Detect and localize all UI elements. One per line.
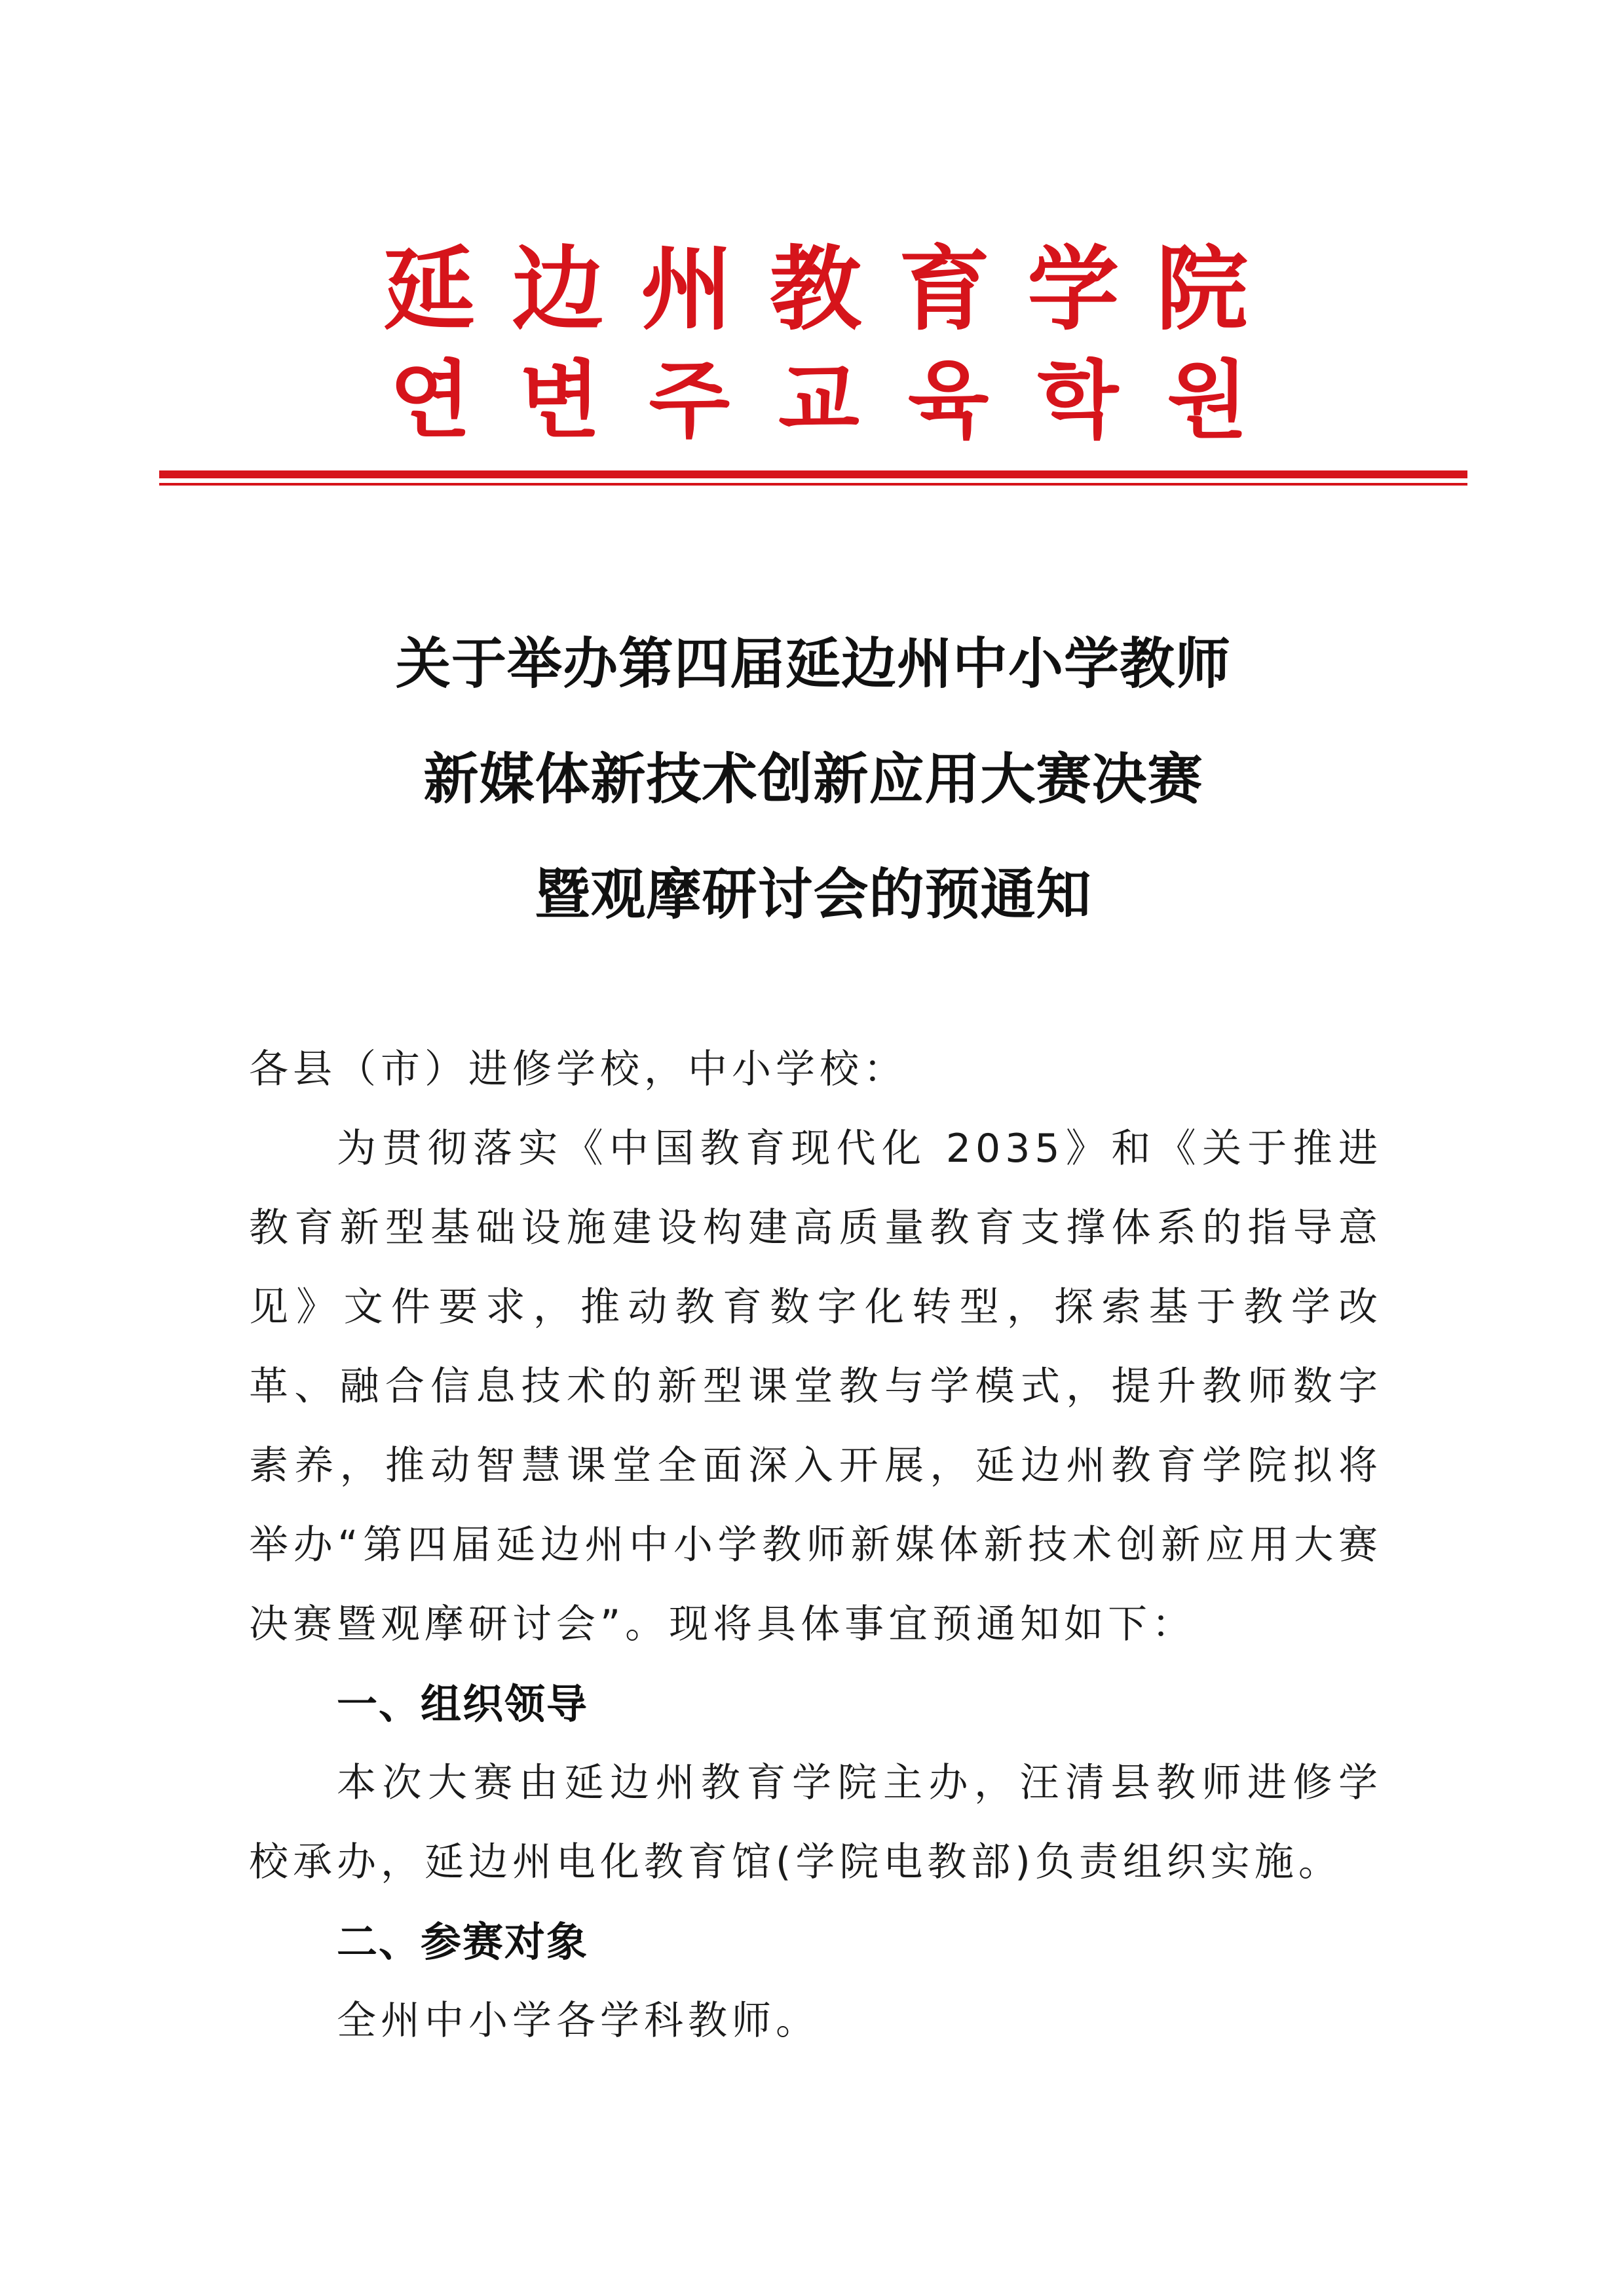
letterhead [0, 0, 1624, 498]
section-text-participants: 全州中小学各学科教师。 [337, 1998, 820, 2044]
letterhead-char: 边 [512, 235, 604, 343]
letterhead-char: 院 [1156, 235, 1248, 343]
title-line: 暨观摩研讨会的预通知 [535, 862, 1092, 927]
intro-paragraph: 为贯彻落实《中国教育现代化 2035》和《关于推进教育新型基础设施建设构建高质量教育支撑体系的指导意见》文件要求，推动教育数字化转型，探索基于教学改革、融合信息技术的新型课堂教与学模式，提升教师数字素养，推动智慧课堂全面深入开展，延边州教育学院拟将举办“第四届延边州中小学教师新媒体新技术创新应用大赛决赛暨观摩研讨会”。现将具体事宜预通知如下： [249, 1126, 1382, 1647]
section-text-organization: 本次大赛由延边州教育学院主办，汪清县教师进修学校承办，延边州电化教育馆(学院电教部)负责组织实施。 [249, 1760, 1382, 1885]
document-body [249, 1030, 1382, 2061]
title-line: 关于举办第四届延边州中小学教师 [395, 631, 1231, 696]
letterhead-char: 변 [519, 352, 601, 450]
salutation: 各县（市）进修学校，中小学校： [249, 1046, 907, 1092]
letterhead-char: 育 [898, 235, 991, 343]
letterhead-korean-name [390, 344, 1248, 450]
letterhead-char: 연 [390, 352, 471, 450]
letterhead-rule-thin [159, 483, 1467, 486]
document-title [159, 606, 1467, 952]
letterhead-char: 州 [641, 235, 733, 343]
letterhead-char: 주 [649, 352, 730, 450]
letterhead-char: 원 [1167, 352, 1248, 450]
letterhead-char: 延 [383, 235, 476, 343]
letterhead-char: 教 [769, 235, 861, 343]
letterhead-char: 육 [907, 352, 989, 450]
letterhead-rule-thick [159, 470, 1467, 478]
letterhead-chinese-name [383, 233, 1248, 343]
title-line: 新媒体新技术创新应用大赛决赛 [423, 746, 1203, 811]
letterhead-char: 학 [1037, 352, 1119, 450]
letterhead-char: 교 [778, 352, 859, 450]
letterhead-char: 学 [1027, 235, 1120, 343]
section-heading-participants: 二、参赛对象 [337, 1918, 589, 1966]
section-heading-organization: 一、组织领导 [337, 1680, 589, 1728]
